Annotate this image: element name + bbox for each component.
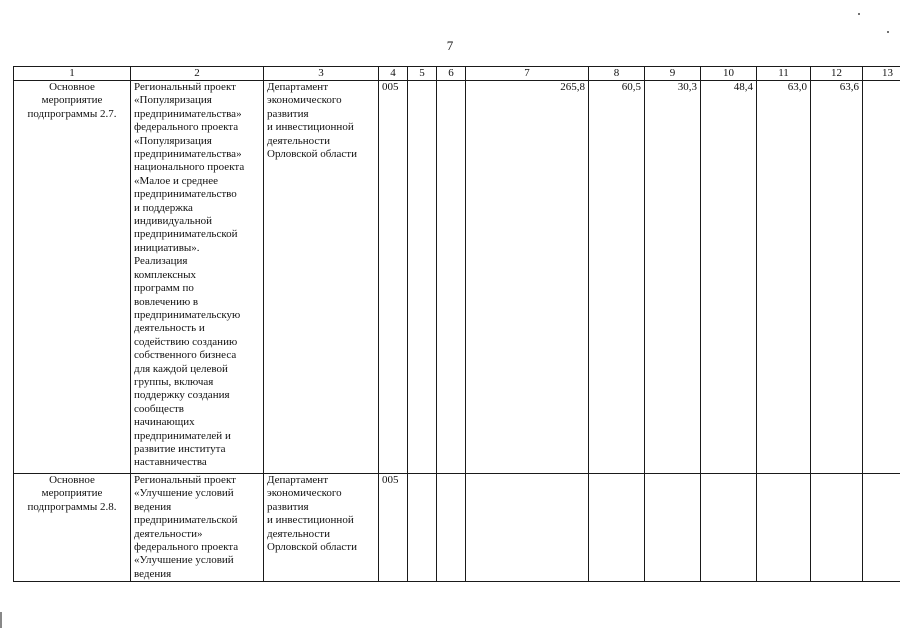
value-cell [408,81,437,474]
scan-speck [887,31,889,33]
column-header: 9 [645,67,701,81]
scan-speck [0,612,2,628]
table-row [14,474,900,582]
value-cell: 30,3 [645,81,701,474]
column-header: 11 [757,67,811,81]
department-cell: Департамент экономического развития и инвестиционной деятельности Орловской области [264,474,379,582]
column-number-row [14,67,900,81]
value-cell [408,474,437,582]
value-cell [645,474,701,582]
value-cell [757,474,811,582]
column-header: 5 [408,67,437,81]
total-cell: 265,8 [466,81,589,474]
scan-speck [858,13,860,15]
value-cell [589,474,645,582]
page-number: 7 [446,38,454,53]
column-header: 1 [14,67,131,81]
value-cell [811,474,863,582]
project-cell: Региональный проект «Популяризация предпринимательства» федерального проекта «Популяризация предпринимательства» национального проекта «Малое и среднее предпринимательство и поддержка индивидуальной предпринимательской инициативы». Реализация комплексных программ по вовлечению в предпринимательскую деятельность и содействию созданию собственного бизнеса для каждой целевой группы, включая поддержку создания сообществ начинающих предпринимателей и развитие института наставничества [131,81,264,474]
value-cell: 48,4 [701,81,757,474]
column-header: 8 [589,67,645,81]
value-cell: 60,5 [589,81,645,474]
code-cell: 005 [379,474,408,582]
budget-table [13,66,900,582]
value-cell: 63,6 [811,81,863,474]
measure-cell: Основное мероприятие подпрограммы 2.7. [14,81,131,474]
column-header: 3 [264,67,379,81]
column-header: 13 [863,67,900,81]
value-cell [701,474,757,582]
project-cell: Региональный проект «Улучшение условий ведения предпринимательской деятельности» федерального проекта «Улучшение условий ведения [131,474,264,582]
value-cell [863,81,900,474]
column-header: 4 [379,67,408,81]
column-header: 6 [437,67,466,81]
value-cell: 63,0 [757,81,811,474]
column-header: 12 [811,67,863,81]
column-header: 10 [701,67,757,81]
code-cell: 005 [379,81,408,474]
value-cell [863,474,900,582]
column-header: 2 [131,67,264,81]
column-header: 7 [466,67,589,81]
table-row [14,81,900,474]
value-cell [437,474,466,582]
department-cell: Департамент экономического развития и инвестиционной деятельности Орловской области [264,81,379,474]
measure-cell: Основное мероприятие подпрограммы 2.8. [14,474,131,582]
total-cell [466,474,589,582]
value-cell [437,81,466,474]
